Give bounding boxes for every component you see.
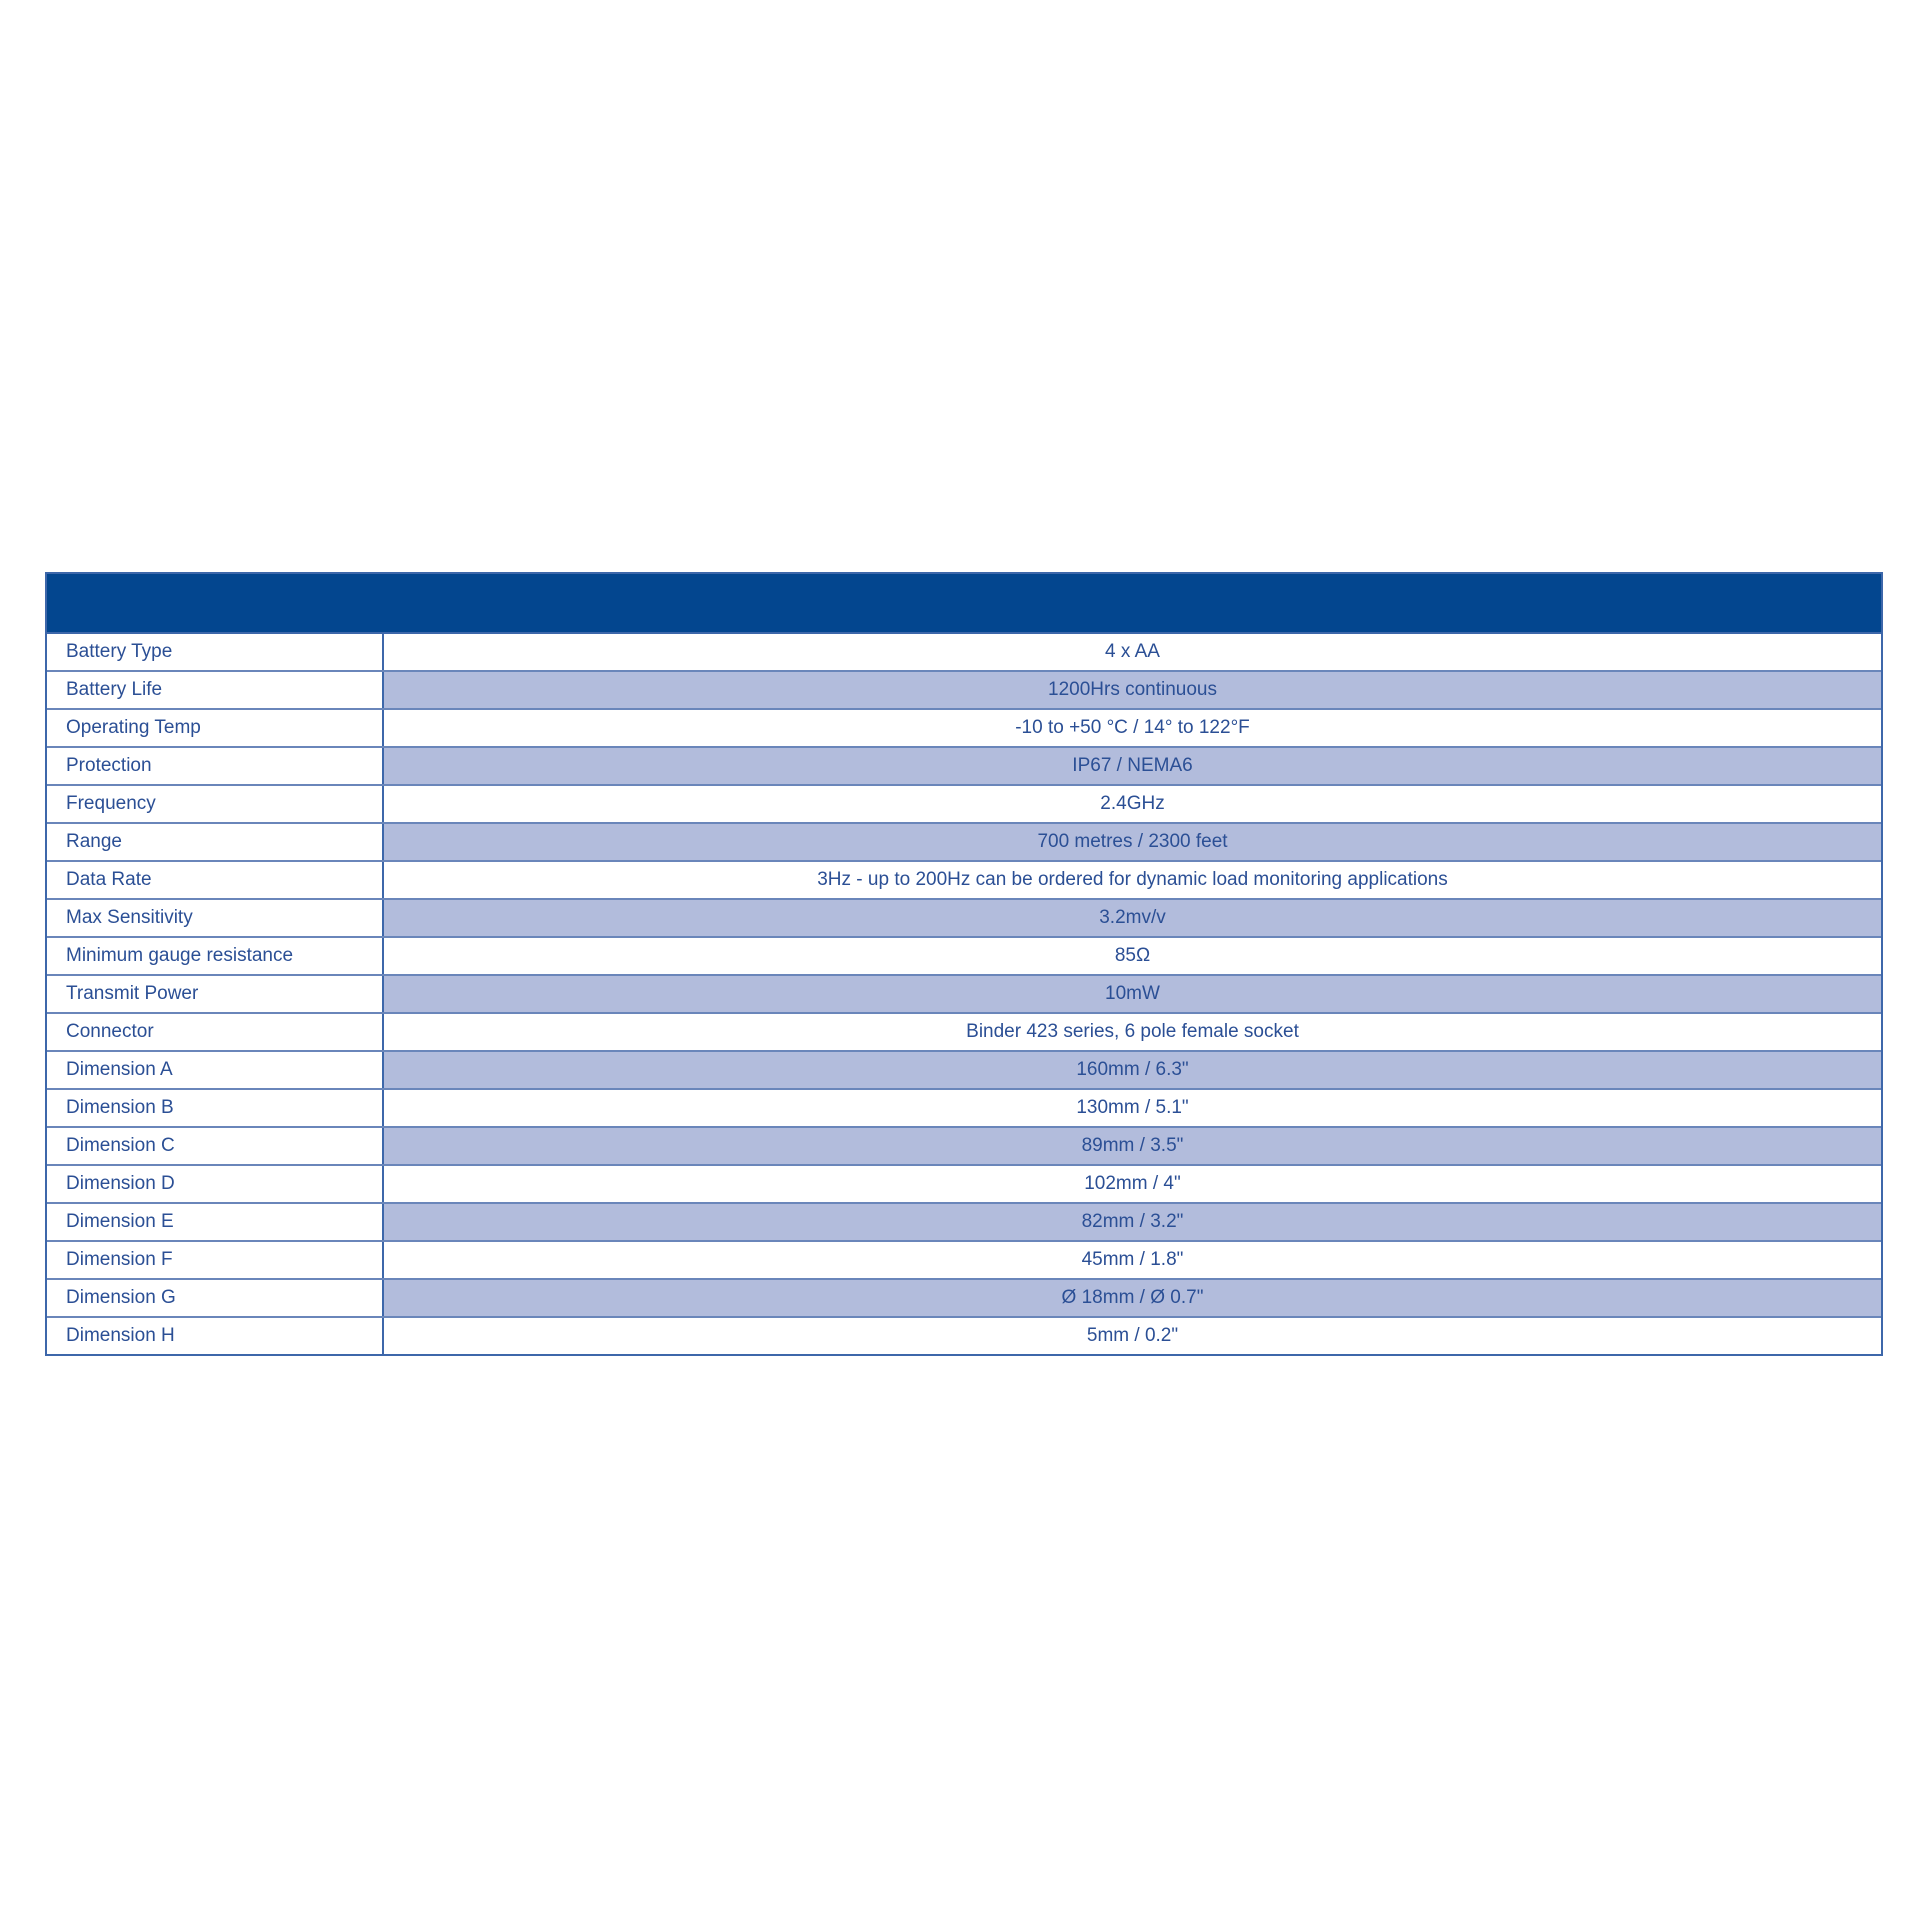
spec-label: Dimension F bbox=[47, 1241, 383, 1279]
spec-value: 4 x AA bbox=[383, 634, 1881, 671]
table-row bbox=[47, 1279, 1881, 1317]
table-row bbox=[47, 823, 1881, 861]
spec-value: 1200Hrs continuous bbox=[383, 671, 1881, 709]
spec-label: Dimension C bbox=[47, 1127, 383, 1165]
table-row bbox=[47, 1203, 1881, 1241]
table-row bbox=[47, 671, 1881, 709]
spec-label: Minimum gauge resistance bbox=[47, 937, 383, 975]
spec-label: Dimension D bbox=[47, 1165, 383, 1203]
spec-value: -10 to +50 °C / 14° to 122°F bbox=[383, 709, 1881, 747]
table-row bbox=[47, 899, 1881, 937]
table-row bbox=[47, 937, 1881, 975]
spec-label: Frequency bbox=[47, 785, 383, 823]
spec-value: 5mm / 0.2" bbox=[1086, 1325, 1179, 1346]
spec-table-container bbox=[45, 572, 1883, 1356]
spec-value: 89mm / 3.5" bbox=[383, 1127, 1881, 1165]
spec-value: 85Ω bbox=[383, 937, 1881, 975]
table-row bbox=[47, 1051, 1881, 1089]
table-row bbox=[47, 975, 1881, 1013]
spec-value: 160mm / 6.3" bbox=[383, 1051, 1881, 1089]
table-row bbox=[47, 785, 1881, 823]
spec-label: Max Sensitivity bbox=[47, 899, 383, 937]
spec-value: Binder 423 series, 6 pole female socket bbox=[383, 1013, 1881, 1051]
table-row bbox=[47, 634, 1881, 671]
spec-value: 700 metres / 2300 feet bbox=[383, 823, 1881, 861]
spec-label: Range bbox=[47, 823, 383, 861]
table-header-bar bbox=[47, 574, 1881, 634]
spec-label: Transmit Power bbox=[47, 975, 383, 1013]
table-row bbox=[47, 747, 1881, 785]
table-row bbox=[47, 861, 1881, 899]
spec-table bbox=[47, 634, 1881, 1354]
table-row bbox=[47, 1241, 1881, 1279]
spec-value: Ø 18mm / Ø 0.7" bbox=[383, 1279, 1881, 1317]
table-row bbox=[47, 1127, 1881, 1165]
table-row bbox=[47, 1013, 1881, 1051]
spec-label: Dimension H bbox=[47, 1317, 383, 1354]
spec-label: Battery Type bbox=[47, 634, 383, 671]
spec-value: 102mm / 4" bbox=[383, 1165, 1881, 1203]
spec-value: 45mm / 1.8" bbox=[383, 1241, 1881, 1279]
spec-label: Dimension E bbox=[47, 1203, 383, 1241]
table-row bbox=[47, 1089, 1881, 1127]
spec-label: Connector bbox=[47, 1013, 383, 1051]
spec-table-body bbox=[47, 634, 1881, 1354]
spec-label: Dimension G bbox=[47, 1279, 383, 1317]
table-row bbox=[47, 709, 1881, 747]
spec-value: IP67 / NEMA6 bbox=[383, 747, 1881, 785]
spec-value: 2.4GHz bbox=[383, 785, 1881, 823]
spec-label: Battery Life bbox=[47, 671, 383, 709]
table-row bbox=[47, 1317, 1881, 1354]
spec-label: Dimension B bbox=[47, 1089, 383, 1127]
spec-label: Operating Temp bbox=[47, 709, 383, 747]
spec-value: 3Hz - up to 200Hz can be ordered for dynamic load monitoring applications bbox=[383, 861, 1881, 899]
spec-label: Dimension A bbox=[47, 1051, 383, 1089]
spec-value: 130mm / 5.1" bbox=[383, 1089, 1881, 1127]
table-row bbox=[47, 1165, 1881, 1203]
spec-label: Data Rate bbox=[47, 861, 383, 899]
spec-value: 3.2mv/v bbox=[383, 899, 1881, 937]
spec-label: Protection bbox=[47, 747, 383, 785]
spec-value: 10mW bbox=[383, 975, 1881, 1013]
spec-value: 82mm / 3.2" bbox=[383, 1203, 1881, 1241]
